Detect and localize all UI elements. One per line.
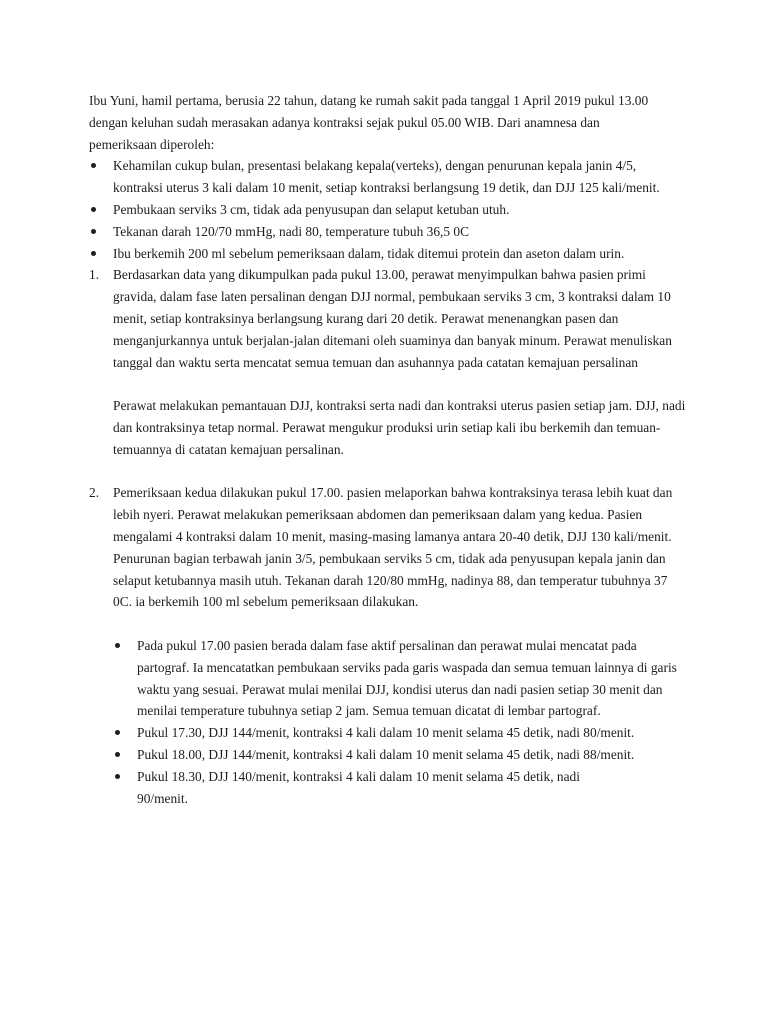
finding-item: Tekanan darah 120/70 mmHg, nadi 80, temperature tubuh 36,5 0C [89, 221, 689, 243]
observation-text: Pukul 18.30, DJJ 140/menit, kontraksi 4 kali dalam 10 menit selama 45 detik, nadi 90/menit. [137, 768, 580, 806]
observation-item: Pukul 18.00, DJJ 144/menit, kontraksi 4 kali dalam 10 menit selama 45 detik, nadi 88/menit. [113, 744, 689, 766]
step-number: 2. [89, 485, 100, 501]
observation-item [113, 766, 689, 810]
spacer [113, 373, 689, 395]
spacer [113, 613, 689, 635]
document-page [89, 90, 689, 809]
step-followup: Perawat melakukan pemantauan DJJ, kontraksi serta nadi dan kontraksi uterus pasien setiap jam. DJJ, nadi dan kontraksinya tetap normal. Perawat mengukur produksi urin setiap kali ibu berkemih dan temuan-temuannya di catatan kemajuan persalinan. [113, 398, 686, 457]
finding-item: Kehamilan cukup bulan, presentasi belakang kepala(verteks), dengan penurunan kepala janin 4/5, kontraksi uterus 3 kali dalam 10 menit, setiap kontraksi berlangsung 19 detik, dan DJJ 125 kali/menit. [89, 155, 689, 199]
intro-paragraph: Ibu Yuni, hamil pertama, berusia 22 tahun, datang ke rumah sakit pada tanggal 1 April 2019 pukul 13.00 dengan keluhan sudah merasakan adanya kontraksi sejak pukul 05.00 WIB. Dari anamnesa dan pemeriksaan diperoleh: [89, 93, 649, 152]
spacer [113, 461, 689, 483]
steps-list [89, 264, 689, 635]
step-text: Berdasarkan data yang dikumpulkan pada pukul 13.00, perawat menyimpulkan bahwa pasien primi gravida, dalam fase laten persalinan dengan DJJ normal, pembukaan serviks 3 cm, 3 kontraksi dalam 10 menit, setiap kontraksinya berlangsung kurang dari 20 detik. Perawat menenangkan pasen dan menganjurkannya untuk berjalan-jalan ditemani oleh suaminya dan banyak minum. Perawat menuliskan tanggal dan waktu serta mencatat semua temuan dan asuhannya pada catatan kemajuan persalinan [113, 267, 672, 370]
finding-item [89, 243, 689, 265]
findings-list [89, 155, 689, 264]
step-item [89, 482, 689, 635]
observations-list [89, 635, 689, 809]
finding-text: Ibu berkemih 200 ml sebelum pemeriksaan dalam, tidak ditemui protein dan aseton dalam urin. [113, 245, 625, 261]
step-text: Pemeriksaan kedua dilakukan pukul 17.00. pasien melaporkan bahwa kontraksinya terasa lebih kuat dan lebih nyeri. Perawat melakukan pemeriksaan abdomen dan pemeriksaan dalam yang kedua. Pasien mengalami 4 kontraksi dalam 10 menit, masing-masing lamanya antara 20-40 detik, DJJ 130 kali/menit. Penurunan bagian terbawah janin 3/5, pembukaan serviks 5 cm, tidak ada penyusupan kepala janin dan selaput ketubannya masih utuh. Tekanan darah 120/80 mmHg, nadinya 88, dan temperatur tubuhnya 37 0C. ia berkemih 100 ml sebelum pemeriksaan dilakukan. [113, 485, 673, 610]
finding-item: Pembukaan serviks 3 cm, tidak ada penyusupan dan selaput ketuban utuh. [89, 199, 689, 221]
step-item [89, 264, 689, 482]
step-number: 1. [89, 267, 100, 283]
observation-item: Pukul 17.30, DJJ 144/menit, kontraksi 4 kali dalam 10 menit selama 45 detik, nadi 80/menit. [113, 722, 689, 744]
observation-item: Pada pukul 17.00 pasien berada dalam fase aktif persalinan dan perawat mulai mencatat pada partograf. Ia mencatatkan pembukaan serviks pada garis waspada dan semua temuan lainnya di garis waktu yang sesuai. Perawat mulai menilai DJJ, kondisi uterus dan nadi pasien setiap 30 menit dan menilai temperature tubuhnya setiap 2 jam. Semua temuan dicatat di lembar partograf. [113, 635, 689, 722]
